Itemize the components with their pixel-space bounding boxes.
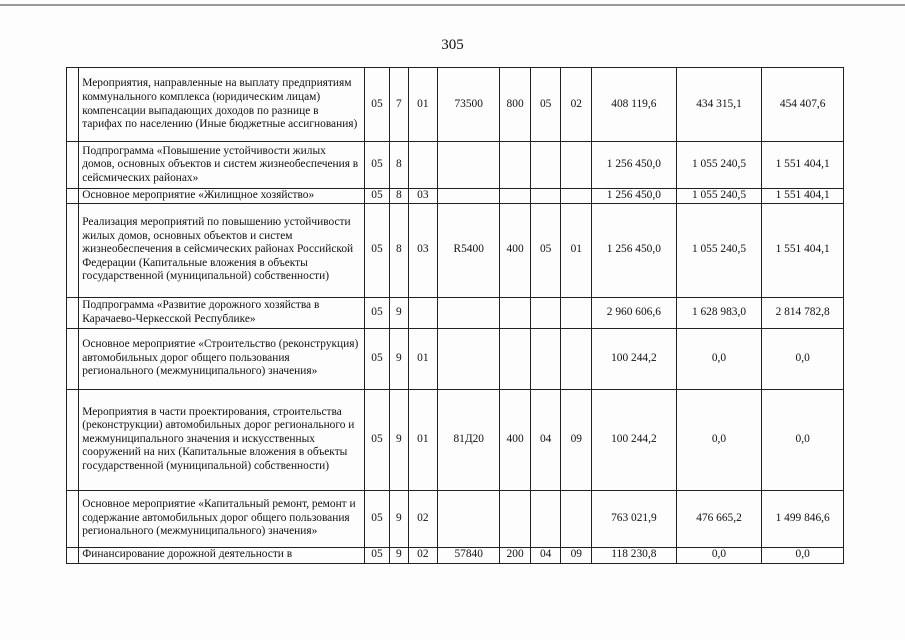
col-main-event: 02 [408,547,438,563]
col-subsection: 02 [561,68,592,142]
col-direction: 81Д20 [438,389,500,490]
col-section [530,490,561,547]
row-name: Подпрограмма «Повышение устойчивости жилых домов, основных объектов и систем жизнеобеспечения в сейсмических районах» [79,142,365,189]
col-amount-3: 1 499 846,6 [762,490,844,547]
col-subsection [561,189,592,204]
col-direction [438,189,500,204]
table-row [67,142,844,189]
col-program: 05 [364,189,389,204]
row-name: Основное мероприятие «Капитальный ремонт, ремонт и содержание автомобильных дорог общего пользования регионального (межмуниципального) значения» [79,490,365,547]
table-row [67,189,844,204]
col-direction: 57840 [438,547,500,563]
col-subsection [561,297,592,328]
col-section [530,328,561,389]
col-amount-3: 454 407,6 [762,68,844,142]
col-section: 05 [530,68,561,142]
col-program: 05 [364,490,389,547]
table-row [67,389,844,490]
col-subsection: 09 [561,547,592,563]
row-name: Подпрограмма «Развитие дорожного хозяйства в Карачаево-Черкесской Республике» [79,297,365,328]
col-expense-type [500,328,531,389]
col-expense-type [500,490,531,547]
col-amount-1: 100 244,2 [592,389,677,490]
row-name: Мероприятия в части проектирования, строительства (реконструкции) автомобильных дорог регионального и межмуниципального значения и искусственных сооружений на них (Капитальные вложения в объекты государственной (муниципальной) собственности) [79,389,365,490]
col-subprogram: 7 [390,68,408,142]
col-main-event: 01 [408,389,438,490]
col-amount-2: 1 055 240,5 [676,142,762,189]
col-amount-3: 1 551 404,1 [762,189,844,204]
table-row [67,297,844,328]
row-name: Основное мероприятие «Строительство (реконструкция) автомобильных дорог общего пользования регионального (межмуниципального) значения» [79,328,365,389]
table-row [67,68,844,142]
col-section: 04 [530,389,561,490]
col-subprogram: 9 [390,490,408,547]
col-program: 05 [364,547,389,563]
col-subsection: 09 [561,389,592,490]
margin-cell [67,328,79,389]
col-main-event: 03 [408,203,438,297]
col-subsection [561,142,592,189]
col-main-event: 01 [408,68,438,142]
col-subprogram: 9 [390,389,408,490]
col-amount-2: 0,0 [676,328,762,389]
col-expense-type: 400 [500,203,531,297]
col-section [530,142,561,189]
col-amount-2: 434 315,1 [676,68,762,142]
col-amount-3: 0,0 [762,547,844,563]
margin-cell [67,189,79,204]
table-row [67,203,844,297]
col-main-event [408,297,438,328]
col-expense-type: 800 [500,68,531,142]
col-amount-1: 763 021,9 [592,490,677,547]
col-subprogram: 8 [390,203,408,297]
col-amount-3: 0,0 [762,328,844,389]
col-main-event [408,142,438,189]
col-subsection [561,490,592,547]
col-main-event: 03 [408,189,438,204]
margin-cell [67,490,79,547]
col-direction: R5400 [438,203,500,297]
col-amount-1: 118 230,8 [592,547,677,563]
col-amount-1: 408 119,6 [592,68,677,142]
margin-cell [67,68,79,142]
col-direction [438,328,500,389]
row-name: Финансирование дорожной деятельности в [79,547,365,563]
col-direction [438,142,500,189]
col-section: 05 [530,203,561,297]
col-subprogram: 8 [390,142,408,189]
col-amount-3: 1 551 404,1 [762,203,844,297]
table-row [67,328,844,389]
col-amount-1: 1 256 450,0 [592,189,677,204]
col-main-event: 02 [408,490,438,547]
table-row [67,547,844,563]
col-main-event: 01 [408,328,438,389]
col-subprogram: 9 [390,547,408,563]
col-expense-type [500,297,531,328]
col-program: 05 [364,142,389,189]
col-expense-type: 400 [500,389,531,490]
col-subprogram: 8 [390,189,408,204]
col-amount-1: 2 960 606,6 [592,297,677,328]
col-program: 05 [364,203,389,297]
col-direction [438,297,500,328]
col-subprogram: 9 [390,328,408,389]
col-section: 04 [530,547,561,563]
col-program: 05 [364,297,389,328]
col-amount-3: 2 814 782,8 [762,297,844,328]
col-expense-type [500,142,531,189]
margin-cell [67,547,79,563]
page-number: 305 [441,37,464,53]
col-amount-1: 100 244,2 [592,328,677,389]
col-amount-3: 1 551 404,1 [762,142,844,189]
col-subsection [561,328,592,389]
row-name: Мероприятия, направленные на выплату предприятиям коммунального комплекса (юридическим лицам) компенсации выпадающих доходов по разнице в тарифах по населению (Иные бюджетные ассигнования) [79,68,365,142]
table-row [67,490,844,547]
margin-cell [67,142,79,189]
col-subsection: 01 [561,203,592,297]
col-direction [438,490,500,547]
col-section [530,297,561,328]
scan-top-edge [0,4,905,6]
row-name: Основное мероприятие «Жилищное хозяйство» [79,189,365,204]
budget-table [66,67,844,564]
col-amount-1: 1 256 450,0 [592,203,677,297]
col-expense-type: 200 [500,547,531,563]
col-program: 05 [364,68,389,142]
col-expense-type [500,189,531,204]
col-amount-2: 0,0 [676,547,762,563]
col-program: 05 [364,389,389,490]
col-amount-3: 0,0 [762,389,844,490]
margin-cell [67,297,79,328]
col-amount-2: 476 665,2 [676,490,762,547]
col-amount-2: 1 055 240,5 [676,189,762,204]
margin-cell [67,389,79,490]
col-amount-2: 0,0 [676,389,762,490]
col-section [530,189,561,204]
col-program: 05 [364,328,389,389]
col-direction: 73500 [438,68,500,142]
row-name: Реализация мероприятий по повышению устойчивости жилых домов, основных объектов и систем жизнеобеспечения в сейсмических районах Российской Федерации (Капитальные вложения в объекты государственной (муниципальной) собственности) [79,203,365,297]
col-amount-2: 1 055 240,5 [676,203,762,297]
col-subprogram: 9 [390,297,408,328]
col-amount-2: 1 628 983,0 [676,297,762,328]
col-amount-1: 1 256 450,0 [592,142,677,189]
margin-cell [67,203,79,297]
